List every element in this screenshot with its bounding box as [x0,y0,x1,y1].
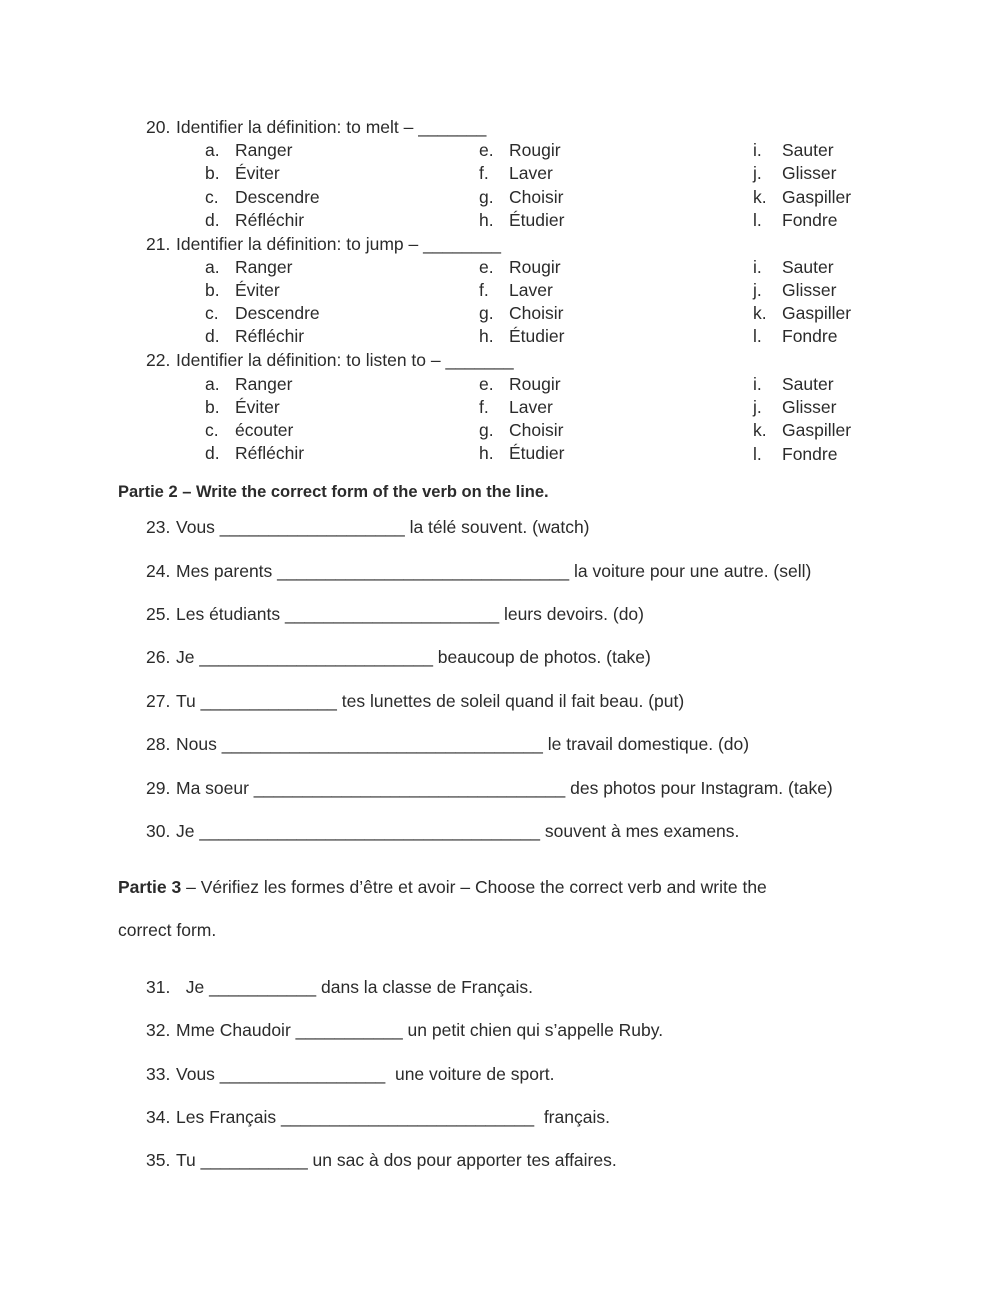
option-text: Rougir [509,257,561,277]
option-letter: e. [479,140,494,160]
option-text: Laver [509,397,553,417]
option-letter: c. [205,187,219,207]
question-prompt: Identifier la définition: to melt – _______ [176,117,487,137]
option-letter: k. [753,420,767,440]
question-number: 20. [146,117,171,137]
fill-in-sentence: Je ___________ dans la classe de Français. [176,977,534,997]
section-heading [118,876,767,898]
option-text: Éviter [235,397,280,417]
option-text: Glisser [782,280,837,300]
fill-in-sentence: Vous ___________________ la télé souvent. (watch) [176,517,590,537]
option-text: Sauter [782,140,834,160]
option-letter: i. [753,140,762,160]
option-letter: l. [753,326,762,346]
option-text: Glisser [782,163,837,183]
option-letter: k. [753,303,767,323]
item-number: 29. [146,778,171,798]
item-number: 34. [146,1107,171,1127]
option-text: Étudier [509,326,565,346]
option-text: Gaspiller [782,303,852,323]
item-number: 27. [146,691,171,711]
option-letter: a. [205,374,220,394]
question-prompt: Identifier la définition: to listen to – _______ [176,350,514,370]
option-text: Descendre [235,187,320,207]
option-text: Ranger [235,374,293,394]
item-number: 33. [146,1064,171,1084]
fill-in-sentence: Ma soeur ________________________________ des photos pour Instagram. (take) [176,778,833,798]
option-text: Ranger [235,257,293,277]
option-letter: g. [479,420,494,440]
option-letter: h. [479,443,494,463]
fill-in-sentence: Vous _________________ une voiture de sport. [176,1064,555,1084]
option-text: Fondre [782,444,838,464]
option-letter: d. [205,443,220,463]
item-number: 25. [146,604,171,624]
option-text: Rougir [509,140,561,160]
option-text: Fondre [782,210,838,230]
option-letter: d. [205,326,220,346]
option-text: Étudier [509,210,565,230]
option-text: Laver [509,163,553,183]
option-letter: h. [479,210,494,230]
option-letter: c. [205,303,219,323]
fill-in-sentence: Tu ______________ tes lunettes de soleil quand il fait beau. (put) [176,691,685,711]
option-text: Sauter [782,257,834,277]
option-letter: e. [479,374,494,394]
fill-in-sentence: Mes parents ______________________________ la voiture pour une autre. (sell) [176,561,812,581]
option-letter: i. [753,374,762,394]
section-heading-instructions: – Vérifiez les formes d’être et avoir – Choose the correct verb and write the [181,877,767,897]
fill-in-sentence: Je ___________________________________ souvent à mes examens. [176,821,740,841]
option-letter: g. [479,187,494,207]
question-prompt: Identifier la définition: to jump – ________ [176,234,501,254]
option-text: Laver [509,280,553,300]
option-text: Glisser [782,397,837,417]
question-number: 22. [146,350,171,370]
fill-in-sentence: Mme Chaudoir ___________ un petit chien qui s’appelle Ruby. [176,1020,664,1040]
option-text: écouter [235,420,294,440]
section-heading: Partie 2 – Write the correct form of the verb on the line. [118,483,549,501]
option-letter: j. [753,280,762,300]
option-text: Rougir [509,374,561,394]
option-letter: l. [753,444,762,464]
item-number: 24. [146,561,171,581]
option-letter: k. [753,187,767,207]
fill-in-sentence: Nous _________________________________ le travail domestique. (do) [176,734,750,754]
item-number: 35. [146,1150,171,1170]
item-number: 31. [146,977,171,997]
option-text: Gaspiller [782,187,852,207]
option-text: Réfléchir [235,326,305,346]
option-letter: c. [205,420,219,440]
option-text: Réfléchir [235,210,305,230]
item-number: 30. [146,821,171,841]
section-heading-continued: correct form. [118,920,217,940]
question-number: 21. [146,234,171,254]
option-text: Gaspiller [782,420,852,440]
option-letter: j. [753,397,762,417]
section-heading-label: Partie 3 [118,877,182,897]
option-letter: b. [205,397,220,417]
option-text: Descendre [235,303,320,323]
option-text: Choisir [509,420,564,440]
fill-in-sentence: Je ________________________ beaucoup de photos. (take) [176,647,651,667]
option-text: Ranger [235,140,293,160]
option-text: Choisir [509,303,564,323]
option-text: Sauter [782,374,834,394]
option-text: Choisir [509,187,564,207]
fill-in-sentence: Les Français __________________________ français. [176,1107,610,1127]
option-letter: l. [753,210,762,230]
fill-in-sentence: Les étudiants ______________________ leurs devoirs. (do) [176,604,644,624]
option-letter: a. [205,140,220,160]
item-number: 26. [146,647,171,667]
option-letter: f. [479,163,489,183]
option-letter: g. [479,303,494,323]
option-text: Fondre [782,326,838,346]
option-letter: b. [205,163,220,183]
fill-in-sentence: Tu ___________ un sac à dos pour apporter tes affaires. [176,1150,617,1170]
item-number: 32. [146,1020,171,1040]
option-text: Éviter [235,280,280,300]
option-letter: h. [479,326,494,346]
option-text: Éviter [235,163,280,183]
option-letter: j. [753,163,762,183]
option-text: Étudier [509,443,565,463]
option-letter: f. [479,280,489,300]
option-letter: f. [479,397,489,417]
option-letter: a. [205,257,220,277]
option-letter: b. [205,280,220,300]
item-number: 23. [146,517,171,537]
item-number: 28. [146,734,171,754]
option-letter: e. [479,257,494,277]
option-text: Réfléchir [235,443,305,463]
option-letter: d. [205,210,220,230]
option-letter: i. [753,257,762,277]
